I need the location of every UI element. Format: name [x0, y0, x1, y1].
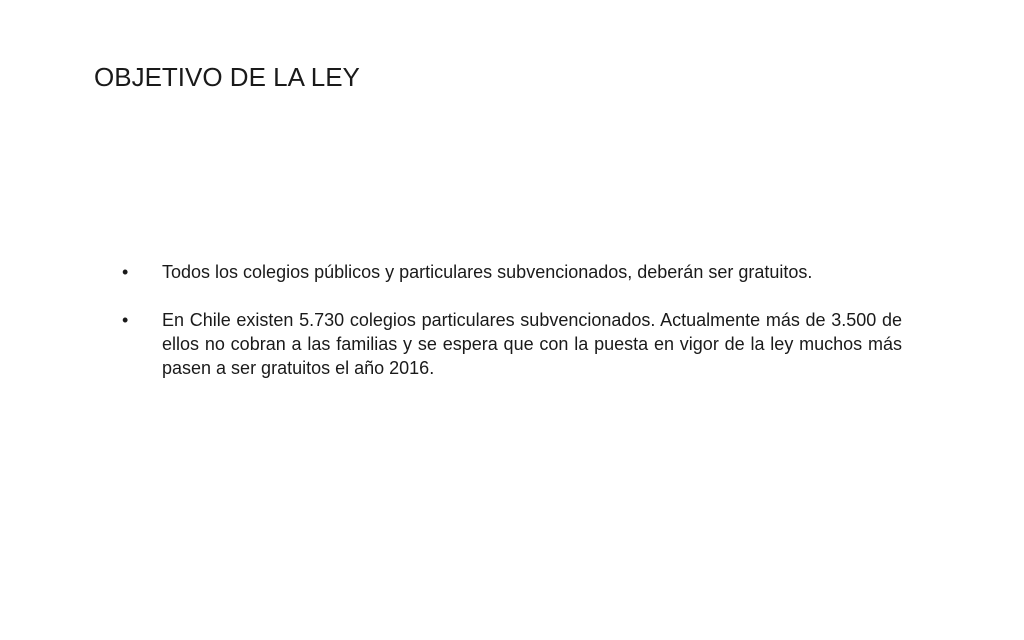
slide-title: OBJETIVO DE LA LEY: [94, 62, 360, 92]
bullet-item: [122, 308, 902, 380]
bullet-list: [122, 260, 902, 380]
bullet-item: [122, 260, 902, 284]
bullet-text-school-count: En Chile existen 5.730 colegios particulares subvencionados. Actualmente más de 3.500 de ellos no cobran a las familias y se espera que con la puesta en vigor de la ley muchos más pasen a ser gratuitos el año 2016.: [162, 310, 902, 378]
bullet-marker: •: [122, 310, 129, 330]
bullet-marker: •: [122, 262, 129, 282]
bullet-text-free-schools: Todos los colegios públicos y particulares subvencionados, deberán ser gratuitos.: [162, 262, 813, 282]
